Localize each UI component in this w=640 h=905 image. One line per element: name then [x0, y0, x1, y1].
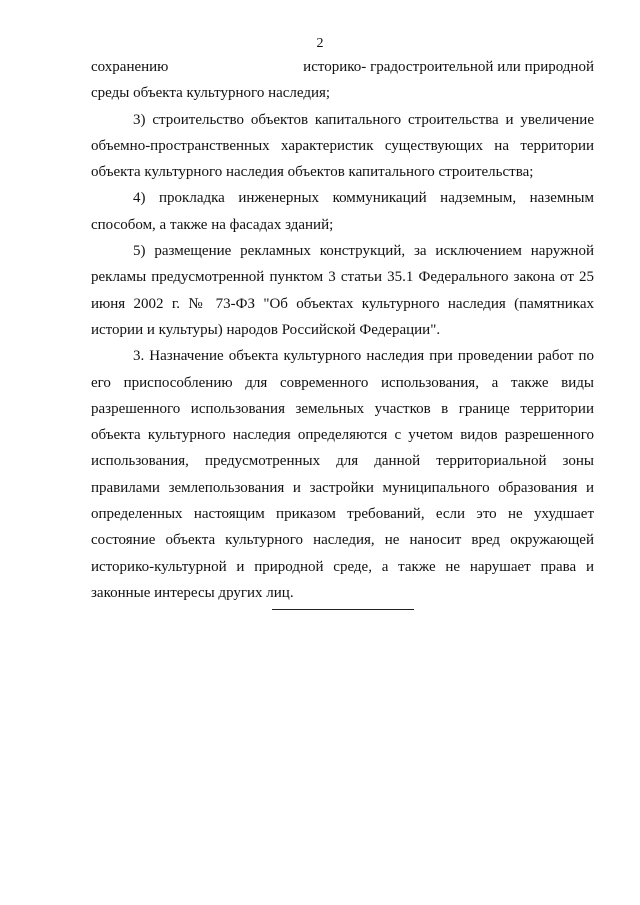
paragraph-item-5: 5) размещение рекламных конструкций, за исключением наружной рекламы предусмотренной пунктом 3 статьи 35.1 Федерального закона от 25 июня 2002 г. № 73-ФЗ "Об объектах культурного наследия (памятниках истории и культуры) народов Российской Федерации". — [91, 243, 594, 338]
paragraph-section-3: 3. Назначение объекта культурного наследия при проведении работ по его приспособлению для современного использования, а также виды разрешенного использования земельных участков в границе территории объекта культурного наследия определяются с учетом видов разрешенного использования, предусмотренных для данной территориальной зоны правилами землепользования и застройки муниципального образования и определенных настоящим приказом требований, если это не ухудшает состояние объекта культурного наследия, не наносит вред окружающей историко-культурной и природной среде, а также не нарушает права и законные интересы других лиц. — [91, 348, 594, 601]
page-number: 2 — [316, 36, 324, 51]
end-of-text-divider — [272, 609, 414, 610]
paragraph-continued: сохранению историко- градостроительной или природной среды объекта культурного наследия; — [91, 59, 598, 102]
paragraph-item-3: 3) строительство объектов капитального строительства и увеличение объемно-пространственных характеристик существующих на территории объекта культурного наследия объектов капитального строительства; — [91, 111, 594, 181]
paragraph-item-4: 4) прокладка инженерных коммуникаций надземным, наземным способом, а также на фасадах зданий; — [91, 190, 594, 233]
document-body — [91, 54, 598, 606]
